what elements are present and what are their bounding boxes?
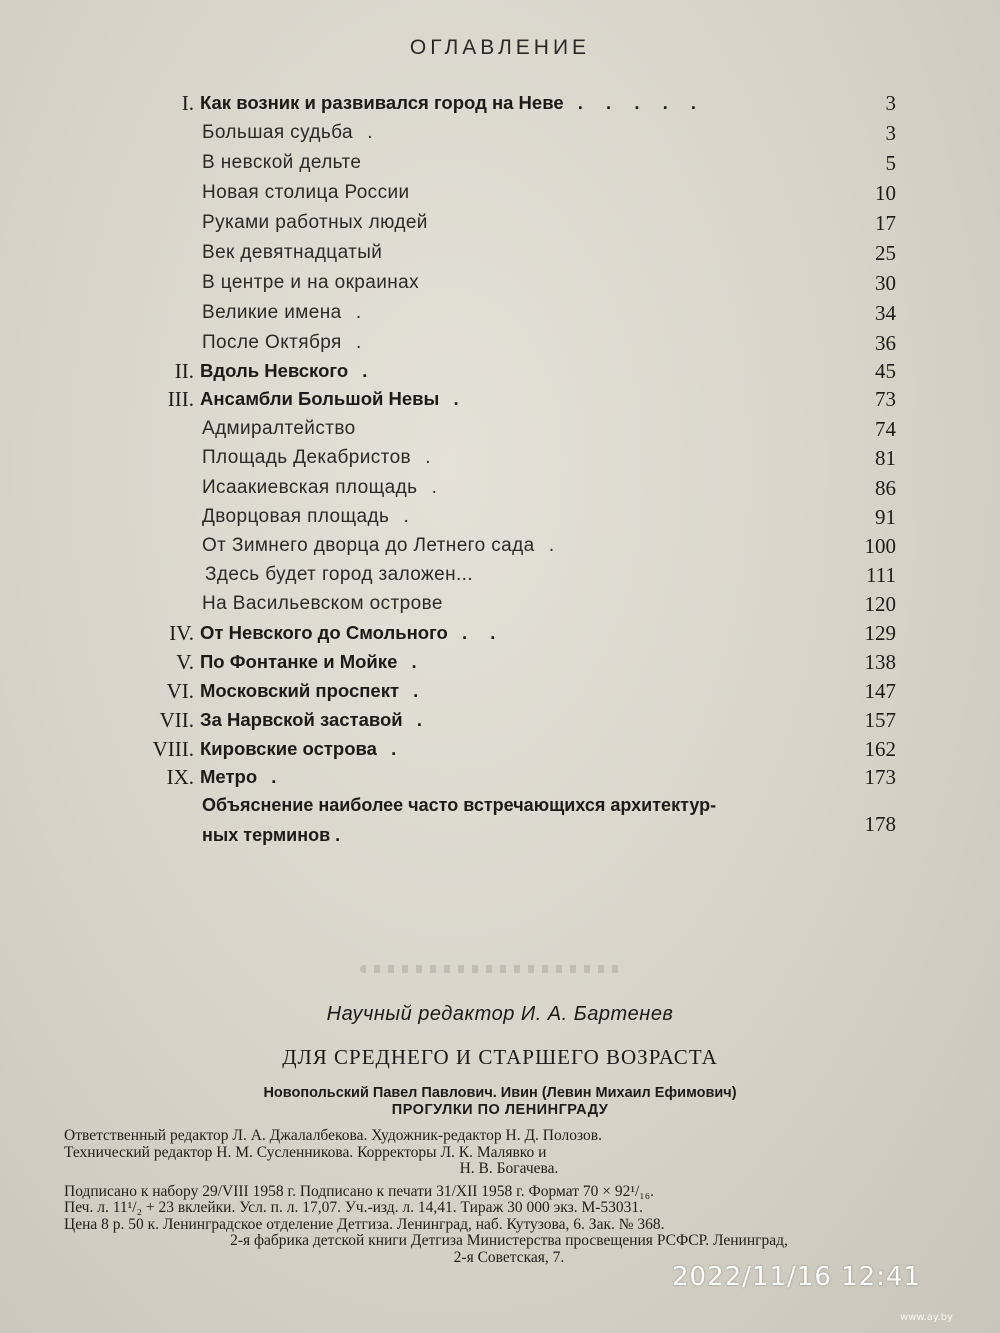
page-number: 162: [864, 737, 896, 761]
toc-row: [0, 473, 1000, 503]
page-number: 147: [864, 679, 896, 703]
toc-entry-text: Век девятнадцатый: [202, 242, 383, 263]
toc-entry-text: Руками работных людей: [202, 212, 428, 233]
toc-entry-text: По Фонтанке и Мойке: [200, 651, 398, 672]
imprint-line: 2-я Советская, 7.: [453, 1248, 565, 1266]
leader-dots: .: [534, 535, 564, 556]
glossary-line-2: ных терминов .: [202, 825, 341, 845]
toc-entry-label: [202, 118, 382, 148]
leader-dots: .: [352, 122, 382, 143]
imprint-line: Подписано к набору 29/VIII 1958 г. Подписано к печати 31/XII 1958 г. Формат 70 × 92¹/₁₆.: [64, 1182, 654, 1200]
toc-entry-label: [205, 560, 473, 590]
toc-entry-text: Большая судьба: [202, 122, 353, 143]
toc-entry-text: От Зимнего дворца до Летнего сада: [202, 535, 535, 556]
toc-row: [0, 208, 1000, 238]
chapter-number: II.: [174, 359, 194, 383]
age-group: ДЛЯ СРЕДНЕГО И СТАРШЕГО ВОЗРАСТА: [282, 1045, 718, 1069]
toc-entry-label: [202, 298, 370, 328]
book-title: ПРОГУЛКИ ПО ЛЕНИНГРАДУ: [391, 1102, 609, 1118]
toc-row: [0, 356, 1000, 386]
chapter-number: III.: [167, 387, 194, 411]
toc-entry-text: Великие имена: [202, 302, 342, 323]
toc-entry-label: [200, 384, 468, 414]
page-number: 91: [875, 505, 896, 529]
toc-entry-text: За Нарвской заставой: [200, 709, 403, 730]
page-number: 45: [875, 359, 896, 383]
toc-row: [0, 589, 1000, 619]
page-number: 81: [875, 446, 896, 470]
leader-dots: .: [399, 680, 428, 701]
toc-entry-text: После Октября: [202, 332, 342, 353]
page-number: 34: [875, 301, 896, 325]
glossary-entry: [202, 790, 822, 850]
toc-row: [0, 647, 1000, 677]
page-number: 173: [864, 765, 896, 789]
toc-entry-label: [200, 88, 705, 118]
toc-entry-text: Новая столица России: [202, 182, 410, 203]
toc-row: [0, 618, 1000, 648]
chapter-number: V.: [176, 650, 194, 674]
toc-entry-text: Как возник и развивался город на Неве: [200, 92, 564, 113]
toc-entry-text: В центре и на окраинах: [202, 272, 420, 293]
toc-row: [0, 238, 1000, 268]
toc-entry-text: Исаакиевская площадь: [202, 477, 418, 498]
page-number: 86: [875, 476, 896, 500]
imprint-line: Печ. л. 11¹/₂ + 23 вклейки. Усл. п. л. 17,07. Уч.-изд. л. 14,41. Тираж 30 000 экз. М-53031.: [64, 1199, 644, 1216]
toc-entry-label: [200, 356, 376, 386]
toc-entry-text: На Васильевском острове: [202, 593, 443, 614]
leader-dots: .: [439, 388, 468, 409]
toc-row: [0, 443, 1000, 473]
toc-entry-label: [200, 705, 431, 735]
chapter-number: VI.: [166, 679, 194, 703]
page-number: 73: [875, 387, 896, 411]
toc-row: [0, 88, 1000, 118]
imprint-block: [64, 1128, 954, 1266]
leader-dots: . .: [447, 622, 505, 643]
toc-entry-label: [200, 647, 426, 677]
toc-row: [0, 328, 1000, 358]
toc-row: [0, 384, 1000, 414]
page-number: 111: [866, 563, 896, 587]
glossary-line-1: Объяснение наиболее часто встречающихся архитектур-: [202, 795, 717, 815]
toc-entry-text: Адмиралтейство: [202, 418, 356, 439]
toc-entry-text: Ансамбли Большой Невы: [200, 388, 440, 409]
toc-entry-text: От Невского до Смольного: [200, 622, 448, 643]
toc-row: [0, 298, 1000, 328]
toc-row: [0, 502, 1000, 532]
page-number: 5: [885, 151, 896, 175]
page-number: 129: [864, 621, 896, 645]
leader-dots: .: [411, 447, 440, 468]
toc-entry-label: [202, 328, 370, 358]
toc-entry-text: Дворцовая площадь: [202, 506, 390, 527]
toc-entry-text: Площадь Декабристов: [202, 447, 412, 468]
toc-entry-label: [200, 676, 427, 706]
toc-row: [0, 148, 1000, 178]
leader-dots: .: [341, 332, 371, 353]
page-number: 17: [875, 211, 896, 235]
leader-dots: .: [376, 738, 406, 759]
toc-entry-label: [200, 618, 504, 648]
toc-entry-label: [202, 502, 418, 532]
page-number: 30: [875, 271, 896, 295]
chapter-number: VIII.: [152, 737, 194, 761]
page-number: 25: [875, 241, 896, 265]
leader-dots: . . . . .: [563, 92, 706, 113]
toc-title: ОГЛАВЛЕНИЕ: [409, 36, 591, 59]
toc-entry-label: [202, 531, 563, 561]
toc-entry-label: [202, 268, 419, 298]
photo-timestamp: 2022/11/16 12:41: [672, 1262, 922, 1292]
leader-dots: .: [257, 766, 286, 787]
chapter-number: I.: [181, 91, 194, 115]
site-watermark: www.ay.by: [900, 1312, 953, 1323]
page-number: 3: [885, 121, 896, 145]
leader-dots: .: [341, 302, 371, 323]
page-number: 3: [885, 91, 896, 115]
toc-entry-label: [202, 414, 356, 444]
toc-row: [0, 734, 1000, 764]
leader-dots: .: [397, 651, 426, 672]
chapter-number: IX.: [166, 765, 194, 789]
toc-row: [0, 118, 1000, 148]
toc-entry-label: [202, 148, 361, 178]
page-number: 10: [875, 181, 896, 205]
toc-row: [0, 414, 1000, 444]
toc-entry-label: [202, 208, 428, 238]
leader-dots: .: [417, 477, 446, 498]
page-number: 120: [864, 592, 896, 616]
imprint-line: 2-я фабрика детской книги Детгиза Министерства просвещения РСФСР. Ленинград,: [230, 1232, 788, 1249]
toc-entry-label: [202, 238, 382, 268]
page-number: 74: [875, 417, 896, 441]
toc-entry-text: В невской дельте: [202, 152, 362, 173]
page-number: 100: [864, 534, 896, 558]
glossary-page-number: 178: [864, 812, 896, 836]
toc-entry-label: [202, 443, 440, 473]
authors-block: [0, 1085, 1000, 1119]
imprint-line: Технический редактор Н. М. Сусленникова. Корректоры Л. К. Малявко и: [64, 1143, 547, 1161]
toc-row: [0, 268, 1000, 298]
authors-line: Новопольский Павел Павлович. Ивин (Левин Михаил Ефимович): [263, 1085, 737, 1101]
chapter-number: IV.: [169, 621, 194, 645]
toc-entry-text: Здесь будет город заложен...: [205, 564, 474, 585]
toc-row: [0, 178, 1000, 208]
imprint-line: Н. В. Богачева.: [459, 1160, 559, 1177]
page-number: 138: [864, 650, 896, 674]
toc-entry-text: Метро: [200, 766, 258, 787]
leader-dots: .: [402, 709, 431, 730]
scientific-editor: Научный редактор И. А. Бартенев: [326, 1003, 674, 1025]
print-smudge: [360, 965, 620, 973]
toc-row: [0, 762, 1000, 792]
toc-row: [0, 705, 1000, 735]
leader-dots: .: [348, 360, 377, 381]
toc-entry-label: [202, 589, 443, 619]
toc-row: [0, 560, 1000, 590]
toc-entry-label: [202, 178, 410, 208]
toc-entry-text: Московский проспект: [200, 680, 400, 701]
leader-dots: .: [389, 506, 418, 527]
chapter-number: VII.: [159, 708, 194, 732]
toc-entry-label: [200, 762, 285, 792]
imprint-line: Ответственный редактор Л. А. Джалалбекова. Художник-редактор Н. Д. Полозов.: [64, 1127, 602, 1144]
toc-entry-text: Вдоль Невского: [200, 360, 349, 381]
toc-entry-label: [200, 734, 405, 764]
page-number: 157: [864, 708, 896, 732]
toc-row: [0, 531, 1000, 561]
toc-entry-text: Кировские острова: [200, 738, 377, 759]
page-number: 36: [875, 331, 896, 355]
toc-row: [0, 676, 1000, 706]
imprint-line: Цена 8 р. 50 к. Ленинградское отделение Детгиза. Ленинград, наб. Кутузова, 6. Зак. № 368.: [64, 1215, 665, 1233]
toc-entry-label: [202, 473, 446, 503]
